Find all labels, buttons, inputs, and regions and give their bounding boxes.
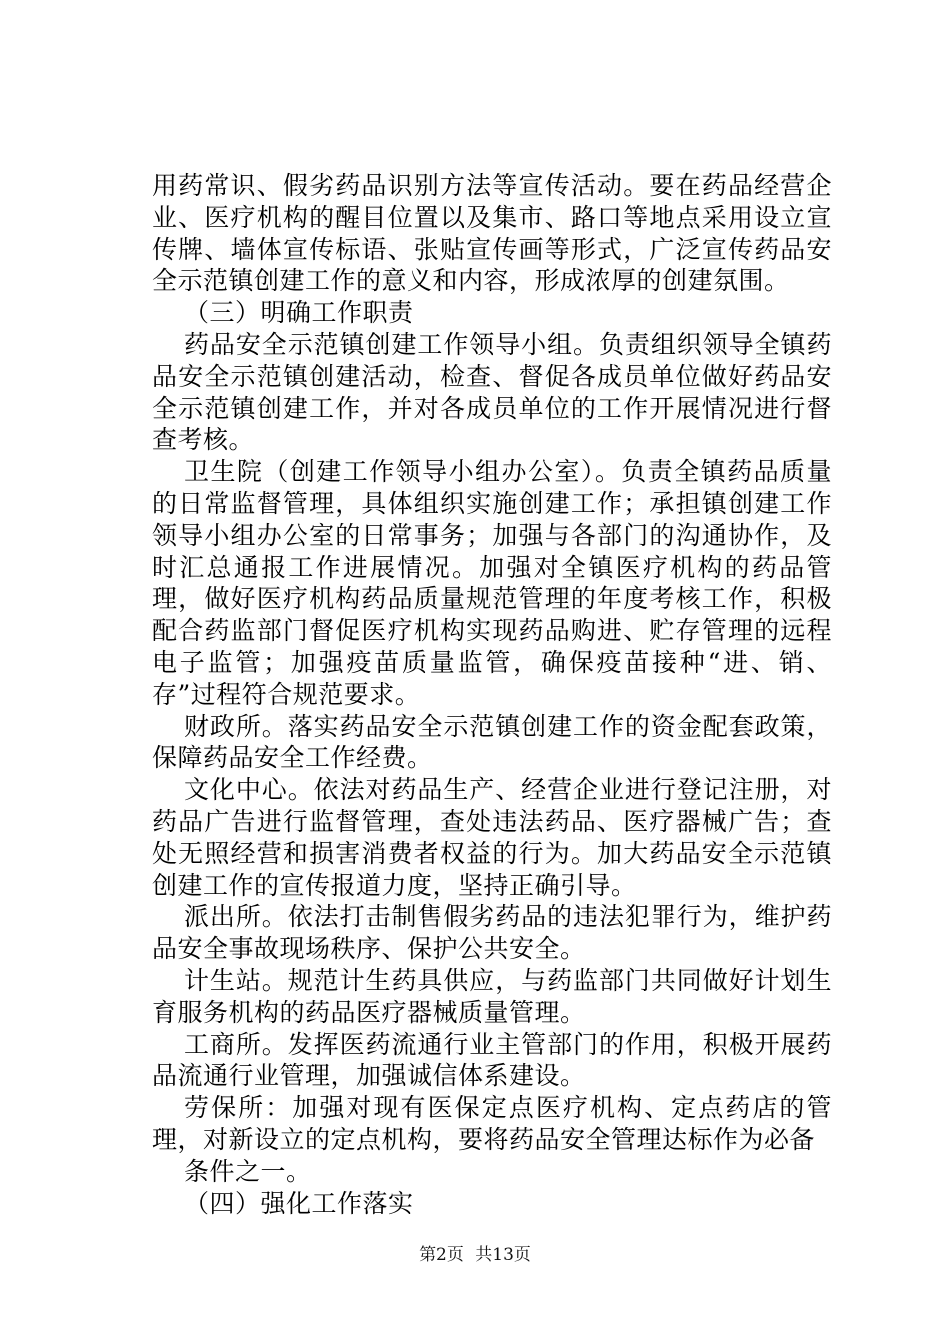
paragraph-industry-commerce: 工商所。发挥医药流通行业主管部门的作用，积极开展药品流通行业管理，加强诚信体系建设。 [152,1029,832,1091]
paragraph-police-station: 派出所。依法打击制售假劣药品的违法犯罪行为，维护药品安全事故现场秩序、保护公共安全。 [152,902,832,964]
paragraph-labor-security: 劳保所：加强对现有医保定点医疗机构、定点药店的管理，对新设立的定点机构，要将药品安全管理达标作为必备 [152,1093,832,1154]
page-number: 第2页 [419,1245,464,1265]
paragraph-finance-office: 财政所。落实药品安全示范镇创建工作的资金配套政策，保障药品安全工作经费。 [152,711,832,773]
section-heading-implementation: （四）强化工作落实 [184,1188,414,1218]
paragraph-health-center: 卫生院（创建工作领导小组办公室）。负责全镇药品质量的日常监督管理，具体组织实施创建工作；承担镇创建工作领导小组办公室的日常事务；加强与各部门的沟通协作，及时汇总通报工作进展情况。加强对全镇医疗机构的药品管理，做好医疗机构药品质量规范管理的年度考核工作，积极配合药监部门督促医疗机构实现药品购进、贮存管理的远程电子监管；加强疫苗质量监管，确保疫苗接种“进、销、存”过程符合规范要求。 [152,457,832,709]
paragraph-publicity-continued: 用药常识、假劣药品识别方法等宣传活动。要在药品经营企业、医疗机构的醒目位置以及集市、路口等地点采用设立宣传牌、墙体宣传标语、张贴宣传画等形式，广泛宣传药品安全示范镇创建工作的意义和内容，形成浓厚的创建氛围。 [152,171,832,296]
paragraph-culture-center: 文化中心。依法对药品生产、经营企业进行登记注册，对药品广告进行监督管理，查处违法药品、医疗器械广告；查处无照经营和损害消费者权益的行为。加大药品安全示范镇创建工作的宣传报道力度，坚持正确引导。 [152,775,832,900]
page-total: 共13页 [475,1245,531,1265]
paragraph-leading-group: 药品安全示范镇创建工作领导小组。负责组织领导全镇药品安全示范镇创建活动，检查、督促各成员单位做好药品安全示范镇创建工作，并对各成员单位的工作开展情况进行督查考核。 [152,329,832,455]
document-body [152,170,832,1219]
paragraph-family-planning: 计生站。规范计生药具供应，与药监部门共同做好计划生育服务机构的药品医疗器械质量管理。 [152,965,832,1027]
paragraph-labor-security-end: 条件之一。 [184,1156,312,1186]
section-heading-duties: （三）明确工作职责 [184,298,414,328]
page-footer [0,1245,950,1265]
